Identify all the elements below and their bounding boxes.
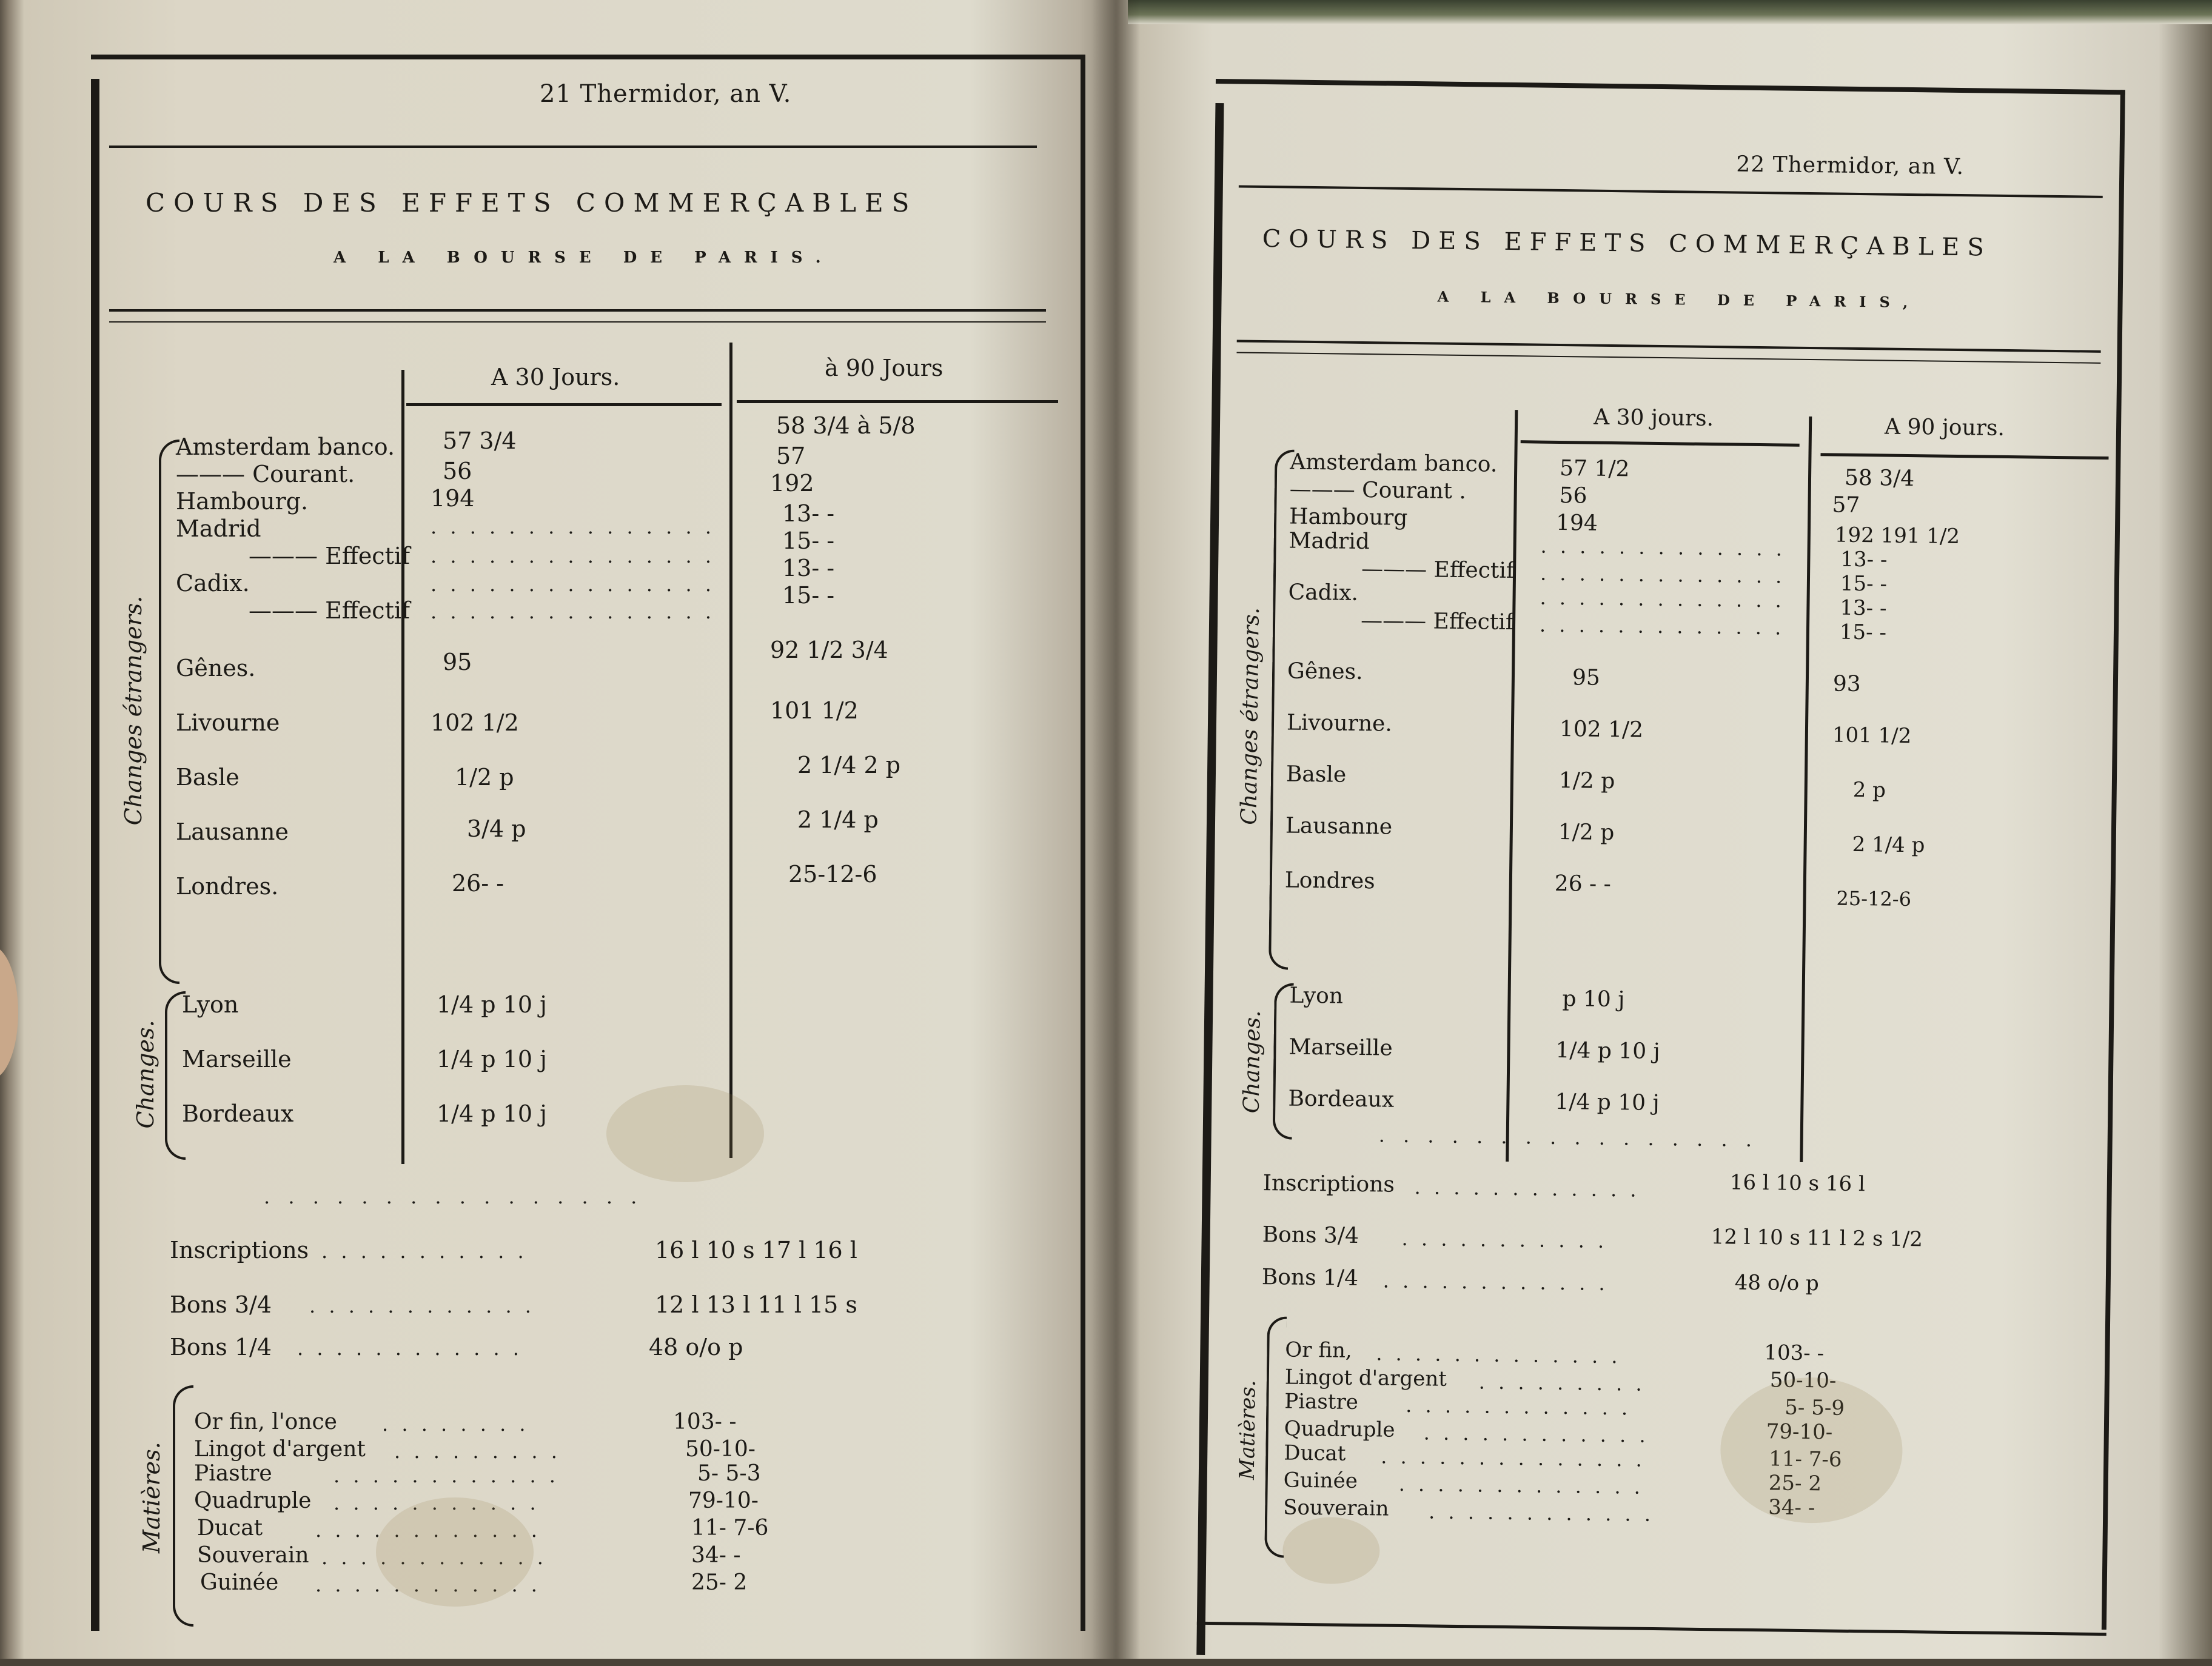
metal-name: Ducat bbox=[1284, 1440, 1346, 1466]
title-rule bbox=[109, 321, 1046, 323]
leader-dots: . . . . . . . . . . . . bbox=[315, 1573, 541, 1596]
cell-30: 194 bbox=[431, 485, 475, 512]
metal-value: 5- 5-9 bbox=[1785, 1395, 1845, 1420]
paper-stain bbox=[376, 1497, 534, 1607]
row-name: Amsterdam banco. bbox=[176, 433, 395, 460]
cell-90: 57 bbox=[776, 443, 806, 469]
row-name: Basle bbox=[1285, 761, 1347, 788]
fund-name: Bons 1/4 bbox=[170, 1334, 272, 1360]
leader-dots: . . . . . . . . . . . . bbox=[1406, 1393, 1632, 1420]
row-name: Marseille bbox=[1289, 1034, 1393, 1061]
separator-dots: . . . . . . . . . . . . . . . . bbox=[1378, 1123, 1758, 1152]
cell-30: 1/4 p 10 j bbox=[437, 991, 547, 1018]
header-rule bbox=[1239, 185, 2103, 198]
side-label-matieres: Matières. bbox=[1235, 1380, 1261, 1480]
fund-name: Bons 1/4 bbox=[1261, 1265, 1359, 1291]
leader-dots: . . . . . . . . . . . bbox=[1401, 1226, 1608, 1253]
cell-90: 13- - bbox=[1840, 547, 1888, 572]
fund-name: Bons 3/4 bbox=[1262, 1222, 1359, 1249]
side-label-foreign: Changes étrangers. bbox=[1236, 607, 1264, 825]
metal-name: Or fin, l'once bbox=[194, 1410, 337, 1434]
running-head: 22 Thermidor, an V. bbox=[1736, 152, 1965, 180]
leader-dots: . . . . . . . . . . . . bbox=[1423, 1421, 1649, 1447]
cell-30: 1/2 p bbox=[1558, 768, 1615, 794]
cell-90: 15- - bbox=[782, 527, 835, 554]
leader-dots: . . . . . . . . . . . . bbox=[315, 1519, 541, 1542]
cell-90: 2 1/4 p bbox=[797, 806, 879, 833]
row-name: Londres. bbox=[176, 873, 279, 900]
column-divider bbox=[401, 370, 404, 1164]
metal-value: 50-10- bbox=[685, 1437, 756, 1462]
cell-90: 58 3/4 bbox=[1844, 465, 1915, 492]
metal-value: 25- 2 bbox=[691, 1570, 748, 1595]
metal-name: Lingot d'argent bbox=[1284, 1365, 1447, 1391]
metal-value: 103- - bbox=[673, 1410, 737, 1434]
cell-90: 13- - bbox=[782, 555, 835, 581]
book-gutter bbox=[1091, 0, 1140, 1659]
cell-90: 192 bbox=[770, 470, 814, 497]
title-rule bbox=[1236, 352, 2100, 363]
page-border bbox=[91, 55, 1085, 59]
cell-30: 1/4 p 10 j bbox=[437, 1100, 547, 1127]
cell-30-dots: . . . . . . . . . . . . . . . bbox=[431, 600, 715, 623]
brace bbox=[173, 1385, 193, 1627]
cell-30: 26- - bbox=[452, 870, 504, 897]
side-label-changes: Changes. bbox=[132, 1020, 159, 1129]
fund-name: Inscriptions bbox=[1262, 1171, 1395, 1197]
cell-30: 194 bbox=[1555, 510, 1598, 536]
cell-30: 1/4 p 10 j bbox=[1555, 1089, 1660, 1116]
cell-30: 57 1/2 bbox=[1559, 455, 1630, 482]
page-border bbox=[91, 79, 99, 1631]
metal-value: 11- 7-6 bbox=[1769, 1447, 1842, 1472]
fund-value: 16 l 10 s 16 l bbox=[1729, 1170, 1866, 1197]
metal-name: Souverain bbox=[197, 1543, 309, 1568]
paper-stain bbox=[1720, 1376, 1903, 1524]
column-header-rule bbox=[406, 403, 722, 406]
row-name: Hambourg bbox=[1289, 504, 1408, 530]
row-name: Londres bbox=[1284, 868, 1375, 894]
fund-value: 16 l 10 s 17 l 16 l bbox=[655, 1237, 857, 1263]
cell-90: 2 p bbox=[1852, 777, 1886, 803]
cell-90: 101 1/2 bbox=[770, 697, 859, 724]
cell-90: 15- - bbox=[1839, 620, 1887, 645]
cell-30: 56 bbox=[1559, 483, 1587, 509]
metal-name: Lingot d'argent bbox=[194, 1437, 366, 1462]
cell-90: 2 1/4 p bbox=[1852, 832, 1925, 858]
metal-name: Piastre bbox=[1284, 1389, 1359, 1415]
leader-dots: . . . . . . . . . bbox=[1478, 1370, 1646, 1396]
row-name: ——— Courant . bbox=[1289, 477, 1467, 504]
fund-name: Inscriptions bbox=[170, 1237, 309, 1263]
row-name: Hambourg. bbox=[176, 488, 309, 515]
cell-30: 1/4 p 10 j bbox=[1555, 1037, 1660, 1065]
cell-30: 1/4 p 10 j bbox=[437, 1046, 547, 1072]
row-name: Gênes. bbox=[176, 655, 256, 681]
metal-value: 103- - bbox=[1764, 1340, 1825, 1366]
row-name: Lyon bbox=[182, 991, 239, 1018]
cell-30: 1/2 p bbox=[1558, 819, 1615, 846]
brace bbox=[1264, 1316, 1287, 1557]
row-name: Lausanne bbox=[176, 818, 289, 845]
row-name: ——— Effectif bbox=[1361, 556, 1515, 584]
book-cover-edge bbox=[1128, 0, 2212, 24]
leader-dots: . . . . . . . . . . . . bbox=[1428, 1500, 1655, 1527]
separator-dots: . . . . . . . . . . . . . . . . bbox=[264, 1185, 643, 1208]
running-head: 21 Thermidor, an V. bbox=[540, 80, 792, 108]
fund-name: Bons 3/4 bbox=[170, 1291, 272, 1318]
metal-name: Ducat bbox=[197, 1516, 263, 1541]
cell-30: 3/4 p bbox=[467, 815, 526, 842]
metal-name: Souverain bbox=[1282, 1495, 1389, 1521]
title-rule bbox=[1237, 340, 2101, 352]
row-name: Madrid bbox=[176, 515, 261, 542]
column-divider bbox=[1800, 416, 1812, 1162]
cell-90: 93 bbox=[1832, 671, 1861, 697]
row-name: Lyon bbox=[1289, 983, 1344, 1009]
page-subtitle: A LA BOURSE DE PARIS, bbox=[1437, 287, 1922, 312]
cell-90: 192 191 1/2 bbox=[1834, 523, 1960, 549]
leader-dots: . . . . . . . . bbox=[382, 1413, 529, 1436]
fund-value: 12 l 10 s 11 l 2 s 1/2 bbox=[1711, 1225, 1923, 1252]
leader-dots: . . . . . . . . . . . . bbox=[1382, 1269, 1609, 1296]
cell-30-dots: . . . . . . . . . . . . . bbox=[1539, 613, 1785, 640]
metal-value: 11- 7-6 bbox=[691, 1516, 769, 1541]
column-header-rule bbox=[737, 400, 1058, 403]
metal-name: Guinée bbox=[200, 1570, 279, 1595]
metal-value: 79-10- bbox=[1766, 1419, 1833, 1445]
metal-value: 34- - bbox=[1768, 1495, 1815, 1520]
cell-90: 15- - bbox=[782, 582, 835, 609]
cell-90: 25-12-6 bbox=[1836, 886, 1912, 911]
page-title: COURS DES EFFETS COMMERÇABLES bbox=[1262, 224, 1992, 262]
leader-dots: . . . . . . . . . . . . . . bbox=[1381, 1445, 1646, 1471]
cell-90: 13- - bbox=[782, 500, 835, 527]
page-subtitle: A LA BOURSE DE PARIS. bbox=[333, 249, 834, 267]
fund-value: 48 o/o p bbox=[1734, 1270, 1820, 1296]
row-name: Basle bbox=[176, 764, 240, 791]
cell-30-dots: . . . . . . . . . . . . . . . bbox=[431, 573, 715, 596]
leader-dots: . . . . . . . . . bbox=[394, 1440, 561, 1463]
leader-dots: . . . . . . . . . . . . bbox=[309, 1294, 535, 1317]
cell-30-dots: . . . . . . . . . . . . . bbox=[1540, 586, 1786, 612]
paper-stain bbox=[606, 1085, 764, 1182]
leader-dots: . . . . . . . . . . . . bbox=[297, 1337, 523, 1360]
cell-90: 57 bbox=[1832, 492, 1860, 518]
row-name: Livourne. bbox=[1286, 710, 1393, 737]
metal-value: 34- - bbox=[691, 1543, 741, 1568]
cell-30-dots: . . . . . . . . . . . . . bbox=[1540, 561, 1786, 588]
cell-30: 57 3/4 bbox=[443, 427, 517, 454]
side-label-matieres: Matières. bbox=[138, 1442, 165, 1553]
cell-30: 102 1/2 bbox=[431, 709, 519, 736]
metal-name: Piastre bbox=[194, 1461, 272, 1486]
cell-90: 15- - bbox=[1840, 571, 1888, 597]
cell-30: 95 bbox=[1572, 665, 1601, 691]
row-name: Livourne bbox=[176, 709, 280, 736]
leader-dots: . . . . . . . . . . . . bbox=[333, 1464, 559, 1487]
column-header-30: A 30 jours. bbox=[1593, 404, 1714, 432]
leader-dots: . . . . . . . . . . . bbox=[321, 1240, 528, 1263]
metal-name: Quadruple bbox=[1284, 1416, 1395, 1442]
column-header-rule bbox=[1820, 453, 2108, 460]
cell-90: 101 1/2 bbox=[1832, 723, 1912, 749]
page-title: COURS DES EFFETS COMMERÇABLES bbox=[146, 188, 918, 218]
column-divider bbox=[729, 343, 732, 1158]
cell-30: p 10 j bbox=[1562, 986, 1625, 1012]
cell-30-dots: . . . . . . . . . . . . . . . bbox=[431, 544, 715, 567]
row-name: Marseille bbox=[182, 1046, 292, 1072]
cell-30-dots: . . . . . . . . . . . . . . . bbox=[431, 515, 715, 538]
metal-name: Quadruple bbox=[194, 1488, 312, 1513]
row-name: ——— Effectif bbox=[1360, 607, 1514, 635]
column-divider bbox=[1506, 410, 1518, 1162]
row-name: Bordeaux bbox=[182, 1100, 294, 1127]
cell-30: 102 1/2 bbox=[1559, 717, 1644, 743]
right-page bbox=[1197, 79, 2125, 1642]
side-label-foreign: Changes étrangers. bbox=[120, 595, 147, 826]
cell-30: 95 bbox=[443, 649, 472, 675]
column-header-90: à 90 Jours bbox=[825, 355, 943, 381]
cell-30: 1/2 p bbox=[455, 764, 514, 791]
row-name: Madrid bbox=[1289, 528, 1370, 555]
row-name: Cadix. bbox=[176, 570, 250, 597]
metal-value: 50-10- bbox=[1769, 1368, 1837, 1393]
leader-dots: . . . . . . . . . . . . bbox=[321, 1546, 547, 1569]
leader-dots: . . . . . . . . . . . . bbox=[1414, 1176, 1640, 1202]
left-page bbox=[91, 55, 1085, 1643]
metal-value: 5- 5-3 bbox=[697, 1461, 761, 1486]
page-border bbox=[1081, 55, 1085, 1631]
leader-dots: . . . . . . . . . . . bbox=[333, 1491, 540, 1514]
cell-30: 56 bbox=[443, 458, 472, 484]
metal-value: 25- 2 bbox=[1768, 1471, 1822, 1496]
metal-name: Guinée bbox=[1283, 1468, 1358, 1494]
row-name: Bordeaux bbox=[1288, 1086, 1395, 1112]
cell-90: 2 1/4 2 p bbox=[797, 752, 901, 778]
side-label-changes: Changes. bbox=[1239, 1010, 1265, 1114]
row-name: Gênes. bbox=[1287, 658, 1363, 685]
cell-30-dots: . . . . . . . . . . . . . bbox=[1540, 534, 1786, 561]
fund-value: 48 o/o p bbox=[649, 1334, 743, 1360]
column-header-90: A 90 jours. bbox=[1884, 414, 2005, 441]
row-name: ——— Effectif bbox=[249, 597, 411, 624]
cell-30: 26 - - bbox=[1554, 871, 1612, 897]
row-name: Cadix. bbox=[1288, 580, 1359, 606]
column-header-rule bbox=[1521, 440, 1800, 447]
metal-name: Or fin, bbox=[1285, 1337, 1352, 1363]
row-name: Lausanne bbox=[1285, 813, 1393, 840]
cell-90: 92 1/2 3/4 bbox=[770, 637, 888, 663]
row-name: ——— Courant. bbox=[176, 461, 355, 487]
cell-90: 13- - bbox=[1840, 595, 1887, 621]
paper-stain bbox=[1282, 1517, 1380, 1585]
fund-value: 12 l 13 l 11 l 15 s bbox=[655, 1291, 857, 1318]
cell-90: 25-12-6 bbox=[788, 861, 877, 888]
title-rule bbox=[109, 309, 1046, 312]
cell-90: 58 3/4 à 5/8 bbox=[776, 412, 916, 439]
row-name: Amsterdam banco. bbox=[1290, 449, 1498, 477]
column-header-30: A 30 Jours. bbox=[491, 364, 620, 390]
header-rule bbox=[109, 146, 1037, 148]
leader-dots: . . . . . . . . . . . . . bbox=[1376, 1342, 1621, 1368]
row-name: ——— Effectif bbox=[249, 543, 411, 569]
leader-dots: . . . . . . . . . . . . . bbox=[1398, 1472, 1644, 1499]
metal-value: 79-10- bbox=[688, 1488, 759, 1513]
